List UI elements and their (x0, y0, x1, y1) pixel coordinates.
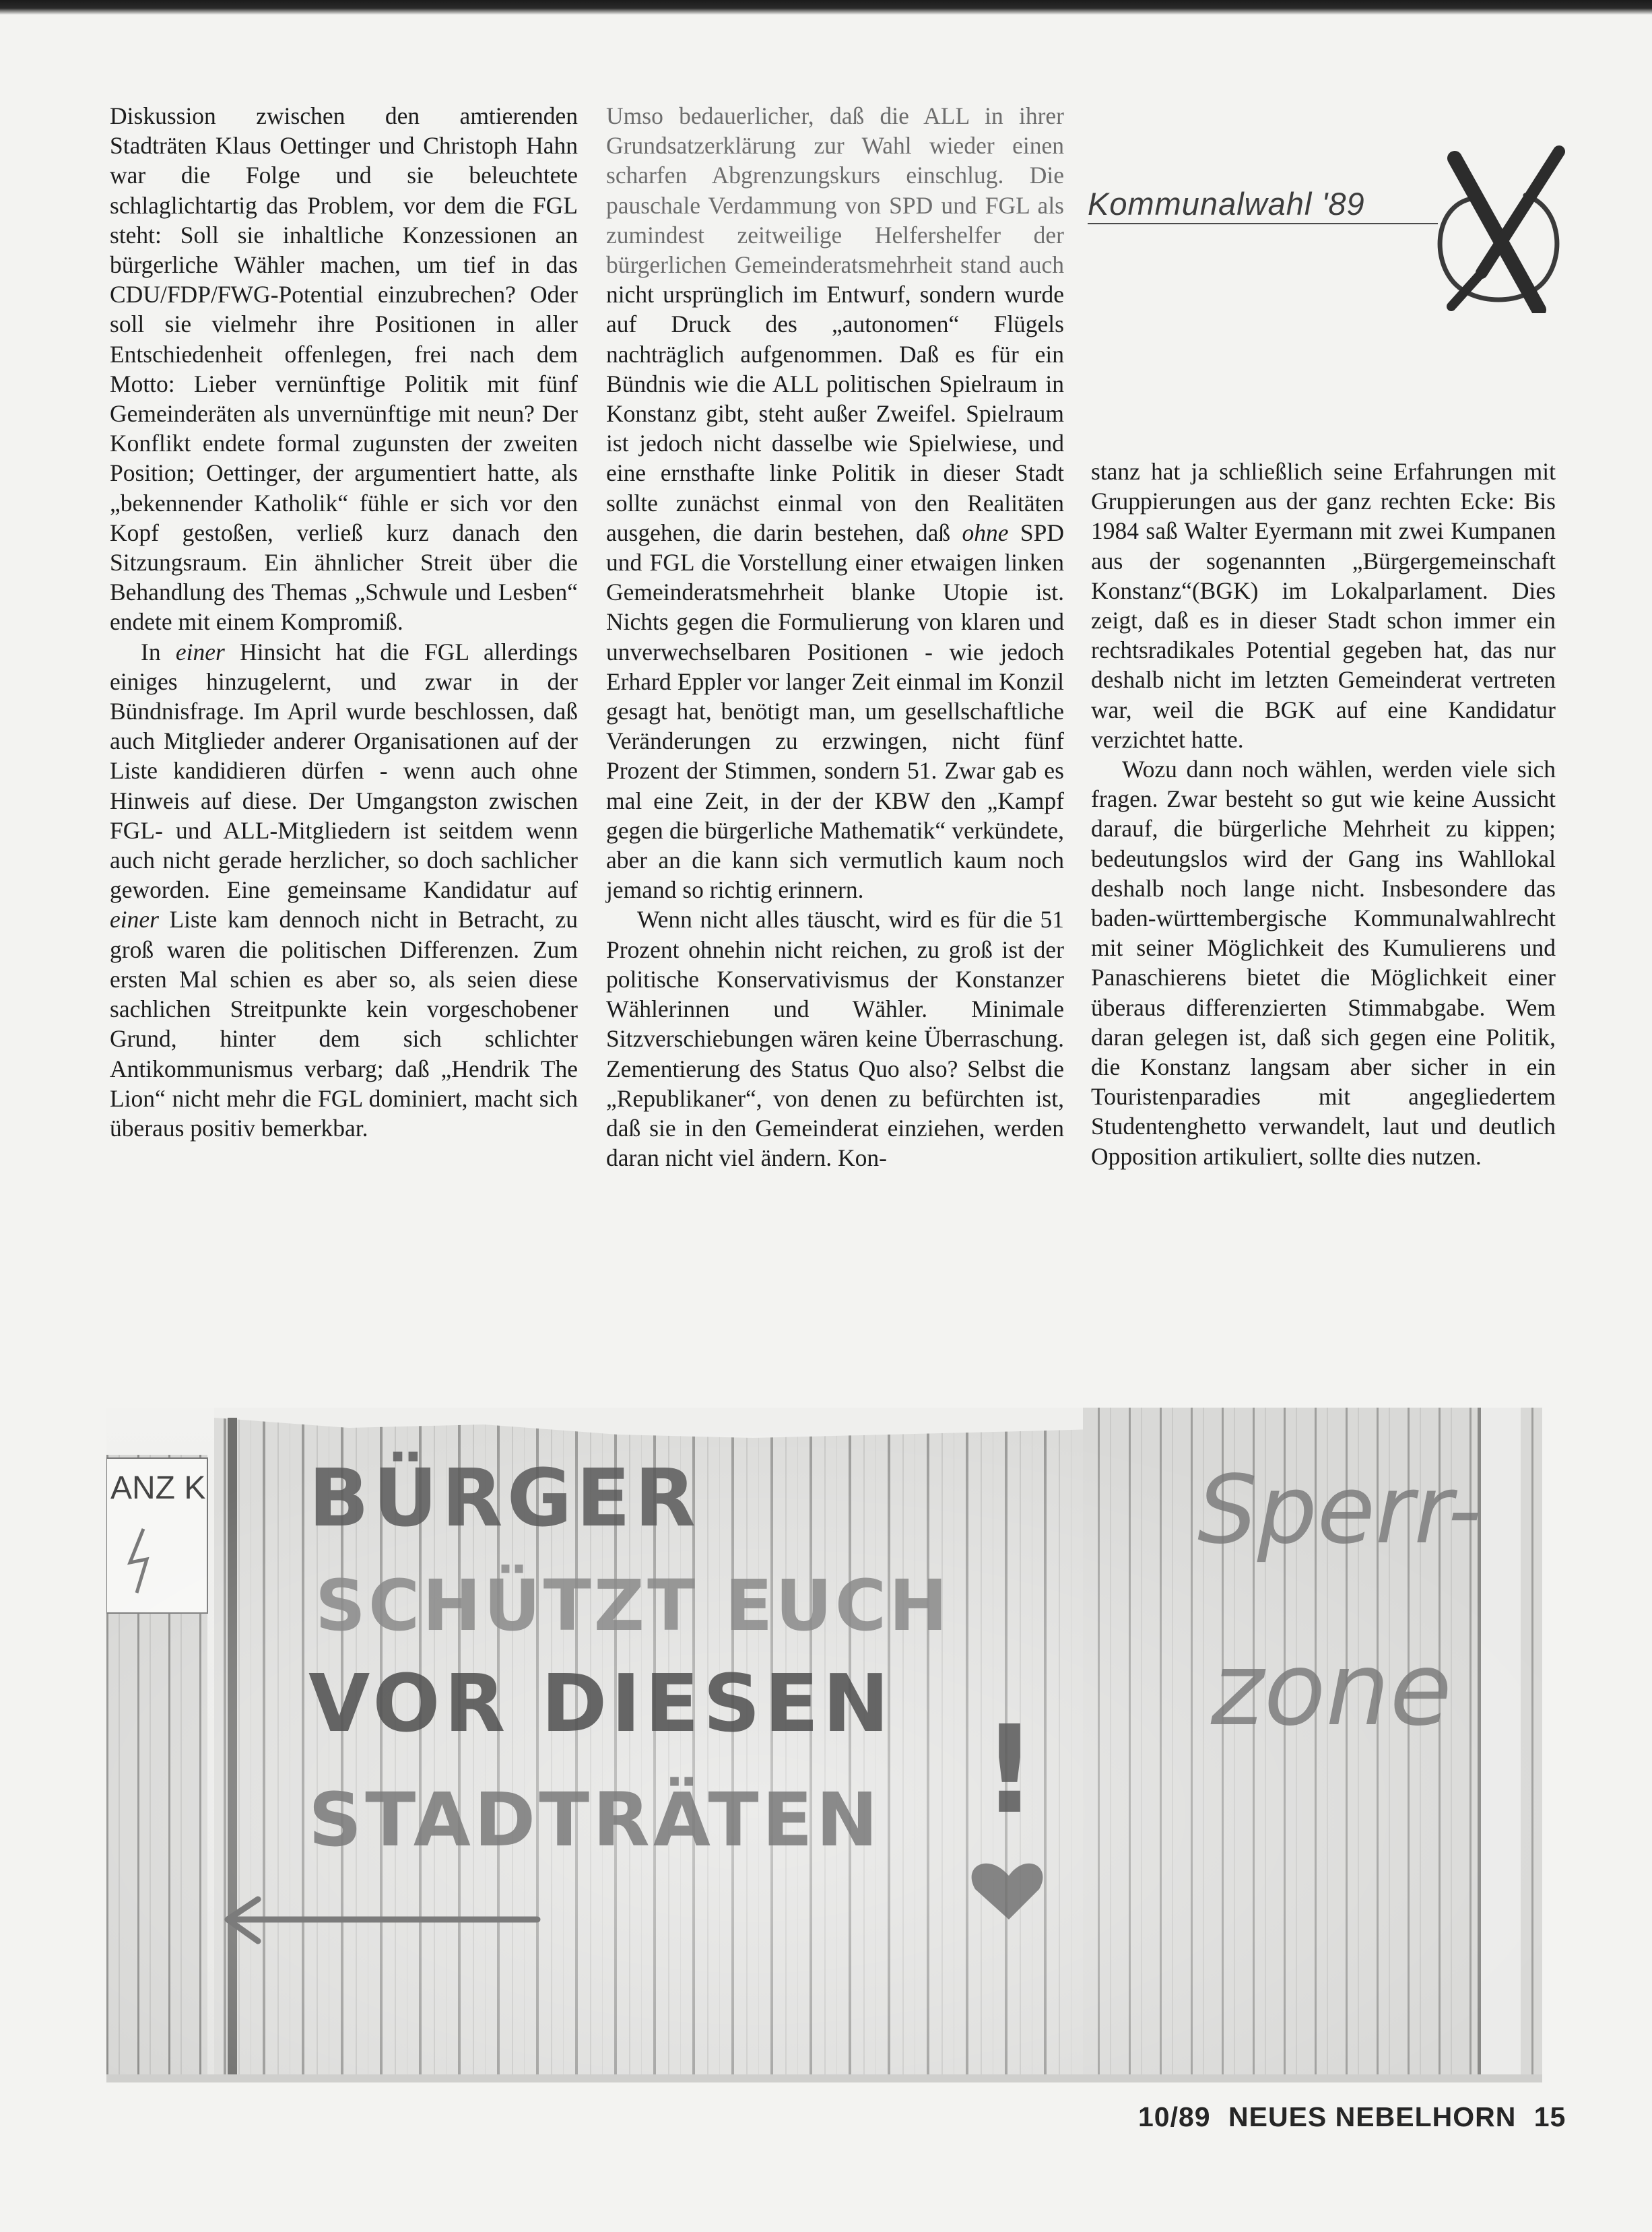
page-footer (1138, 2101, 1566, 2133)
paragraph (1091, 754, 1556, 1171)
faded-text: Umso bedauerlicher, daß die ALL in ihrer Grundsatzerklärung zur Wahl wieder einen scharfen Abgrenzungskurs einschlug. Die pauschale Verdammung von SPD und FGL als zumindest zeitweilige Helfershelfer der bürgerlichen Gemeinderatsmehrheit stand auch (606, 102, 1064, 279)
emphasis-text: ohne (962, 519, 1009, 546)
graffiti-line: STADTRÄTEN (308, 1777, 882, 1863)
issue-number: 10/89 (1138, 2101, 1211, 2132)
graffiti-line: BÜRGER (308, 1451, 700, 1544)
header-underline (1088, 223, 1438, 224)
paragraph (110, 637, 578, 1143)
paragraph-text: Wenn nicht alles täuscht, wird es für die 51 Prozent ohnehin nicht reichen, zu groß ist der politische Konservativismus der Konstanzer Wählerinnen und Wähler. Minimale Sitzverschiebungen wären keine Überraschung. Zementierung des Status Quo also? Selbst die „Republikaner“, von denen zu befürchten ist, daß sie in den Gemeinderat einziehen, werden daran nicht viel ändern. Kon- (606, 906, 1064, 1172)
scan-top-edge (0, 0, 1652, 15)
paragraph (606, 101, 1064, 905)
text-column-2 (606, 101, 1064, 1173)
paragraph-text: Liste kam dennoch nicht in Betracht, zu groß waren die politischen Differenzen. Zum ersten Mal schien es aber so, als seien diese sachlichen Streitpunkte kein vorgeschobener Grund, hinter dem sich schlichter Antikommunismus verbarg; daß „Hendrik The Lion“ nicht mehr die FGL dominiert, macht sich überaus positiv bemerkbar. (110, 906, 578, 1142)
page-number: 15 (1533, 2101, 1566, 2132)
text-column-1 (110, 101, 578, 1143)
section-label: Kommunalwahl '89 (1088, 186, 1365, 222)
paragraph (1091, 457, 1556, 754)
graffiti-line: Sperr- (1197, 1455, 1482, 1565)
photo-illustration (106, 1408, 1542, 2082)
paragraph-text: Wozu dann noch wählen, werden viele sich fragen. Zwar besteht so gut wie keine Aussicht darauf, die bürgerliche Mehrheit zu kippen; bedeutungslos wird der Gang ins Wahllokal deshalb noch lange nicht. Insbesondere das baden-württembergische Kommunalwahlrecht mit seiner Möglichkeit des Kumulierens und Panaschierens bietet die Möglichkeit einer überaus differenzierten Stimmabgabe. Wem daran gelegen ist, daß sich gegen eine Politik, die Konstanz langsam aber sicher in ein Touristenparadies mit angegliedertem Studentenghetto verwandelt, laut und deutlich Opposition artikuliert, sollte dies nutzen. (1091, 756, 1556, 1170)
text-column-3 (1091, 457, 1556, 1171)
graffiti-line: zone (1211, 1631, 1452, 1748)
magazine-name: NEUES NEBELHORN (1228, 2101, 1517, 2132)
ballot-x-icon (1424, 145, 1573, 313)
paragraph-text: SPD und FGL die Vorstellung einer etwaigen linken Gemeinderatsmehrheit blanke Utopie ist. Nichts gegen die Formulierung von klaren und unverwechselbaren Positionen - wie jedoch Erhard Eppler vor langer Zeit einmal im Konzil gesagt hat, benötigt man, um gesellschaftliche Veränderungen zu erzwingen, nicht fünf Prozent der Stimmen, sondern 51. Zwar gab es mal eine Zeit, in der der KBW den „Kampf gegen die bürgerliche Mathematik“ verkündete, aber an die kann sich vermutlich kaum noch jemand so richtig erinnern. (606, 519, 1064, 904)
paragraph-text: Diskussion zwischen den amtierenden Stadträten Klaus Oettinger und Christoph Hahn war die Folge und sie beleuchtete schlaglichtartig das Problem, vor dem die FGL steht: Soll sie inhaltliche Konzessionen an bürgerliche Wähler machen, um tief in das CDU/FDP/FWG-Potential einzubrechen? Oder soll sie vielmehr ihre Positionen in aller Entschiedenheit offenlegen, frei nach dem Motto: Lieber vernünftige Politik mit fünf Gemeinderäten als unvernünftige mit neun? Der Konflikt endete formal zugunsten der zweiten Position; Oettinger, der argumentiert hatte, als „bekennender Katholik“ fühle er sich vor den Kopf gestoßen, verließ kurz danach den Sitzungsraum. Ein ähnlicher Streit über die Behandlung des Themas „Schwule und Lesben“ endete mit einem Kompromiß. (110, 102, 578, 636)
paragraph-text: In (141, 638, 176, 665)
graffiti-line: SCHÜTZT EUCH (315, 1565, 951, 1647)
paragraph-text: Hinsicht hat die FGL allerdings einiges hinzugelernt, und zwar in der Bündnisfrage. Im April wurde beschlossen, daß auch Mitglieder anderer Organisationen auf der Liste kandidieren dürfen - wenn auch ohne Hinweis auf diese. Der Umgangston zwischen FGL- und ALL-Mitgliedern ist seitdem wenn auch nicht gerade herzlicher, so doch sachlicher geworden. Eine gemeinsame Kandidatur auf (110, 638, 578, 904)
paragraph-text: nicht ursprünglich im Entwurf, sondern wurde auf Druck des „autonomen“ Flügels nachträglich aufgenommen. Daß es für ein Bündnis wie die ALL politischen Spielraum in Konstanz gibt, steht außer Zweifel. Spielraum ist jedoch nicht dasselbe wie Spielwiese, und eine ernsthafte linke Politik in dieser Stadt sollte zunächst einmal von den Realitäten ausgehen, die darin bestehen, daß (606, 281, 1064, 546)
graffiti-photo (106, 1408, 1542, 2082)
section-header (1088, 145, 1573, 313)
paragraph (606, 905, 1064, 1173)
emphasis-text: einer (175, 638, 225, 665)
graffiti-line: VOR DIESEN (308, 1657, 894, 1750)
graffiti-exclamation: ! (982, 1700, 1038, 1841)
emphasis-text: einer (110, 906, 159, 933)
paragraph-text: stanz hat ja schließlich seine Erfahrungen mit Gruppierungen aus der ganz rechten Ecke: Bis 1984 saß Walter Eyermann mit zwei Kumpanen aus der sogenannten „Bürgergemeinschaft Konstanz“(BGK) im Lokalparlament. Dies zeigt, daß es in dieser Stadt schon immer ein rechtsradikales Potential gegeben hat, das nur deshalb nicht im letzten Gemeinderat vertreten war, weil die BGK auf eine Kandidatur verzichtet hatte. (1091, 458, 1556, 753)
paragraph (110, 101, 578, 637)
